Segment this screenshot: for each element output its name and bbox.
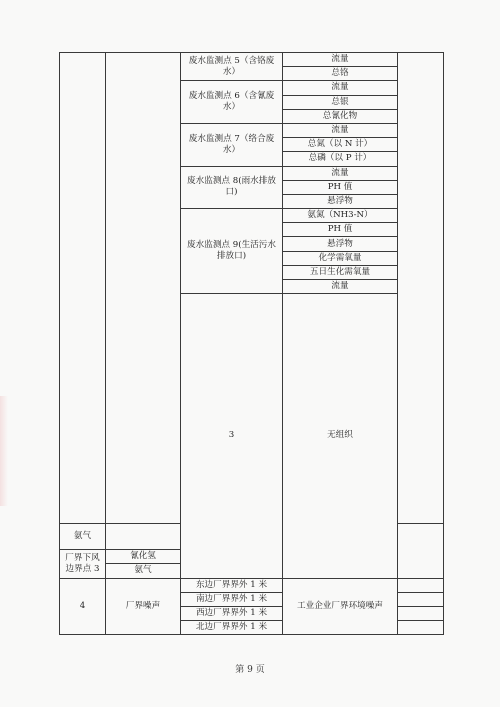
monitoring-point-cell: 北边厂界界外 1 米 [181, 621, 283, 635]
item-cell: 五日生化需氧量 [283, 265, 398, 279]
item-cell: 流量 [283, 123, 398, 137]
monitoring-point-cell: 废水监测点 7（络合废水） [181, 123, 283, 166]
serial-cell: 3 [181, 294, 283, 578]
monitoring-point-cell: 废水监测点 6（含氰废水） [181, 81, 283, 124]
item-cell: 总银 [283, 95, 398, 109]
monitoring-point-cell: 废水监测点 9(生活污水排放口) [181, 209, 283, 294]
item-cell: 流量 [283, 53, 398, 67]
monitoring-point-cell: 废水监测点 5（含铬废水） [181, 53, 283, 81]
item-cell: 流量 [283, 280, 398, 294]
monitoring-point-cell: 西边厂界界外 1 米 [181, 606, 283, 620]
item-cell: 氨气 [60, 523, 106, 549]
item-cell: 氰化氢 [106, 550, 181, 564]
monitoring-point-cell: 厂界下风边界点 3 [60, 550, 106, 578]
item-cell: 总磷（以 P 计） [283, 152, 398, 166]
serial-cell-continued [60, 53, 106, 524]
table-row [60, 578, 444, 592]
note-cell [398, 592, 444, 606]
page-number: 第 9 页 [235, 665, 265, 675]
item-cell: PH 值 [283, 223, 398, 237]
note-cell [398, 578, 444, 592]
item-cell: 总氰化物 [283, 109, 398, 123]
item-cell: 工业企业厂界环境噪声 [283, 578, 398, 635]
page-edge-smudge [0, 396, 8, 506]
type-cell: 无组织 [283, 294, 398, 578]
note-cell [398, 621, 444, 635]
item-cell: 总铬 [283, 67, 398, 81]
item-cell: 流量 [283, 81, 398, 95]
item-cell: 流量 [283, 166, 398, 180]
item-cell: 总氮（以 N 计） [283, 138, 398, 152]
note-cell [398, 606, 444, 620]
item-cell: 化学需氧量 [283, 251, 398, 265]
monitoring-point-cell: 南边厂界界外 1 米 [181, 592, 283, 606]
type-cell: 厂界噪声 [106, 578, 181, 635]
item-cell: 氨气 [106, 564, 181, 578]
item-cell: 氨氮（NH3-N） [283, 209, 398, 223]
table-row [60, 53, 444, 67]
monitoring-point-cell: 废水监测点 8(雨水排放口) [181, 166, 283, 209]
serial-cell: 4 [60, 578, 106, 635]
note-cell [398, 53, 444, 524]
monitoring-table [59, 52, 444, 635]
item-cell: 悬浮物 [283, 194, 398, 208]
item-cell: PH 值 [283, 180, 398, 194]
monitoring-point-cell: 东边厂界界外 1 米 [181, 578, 283, 592]
item-cell: 悬浮物 [283, 237, 398, 251]
type-cell-continued [106, 53, 181, 524]
